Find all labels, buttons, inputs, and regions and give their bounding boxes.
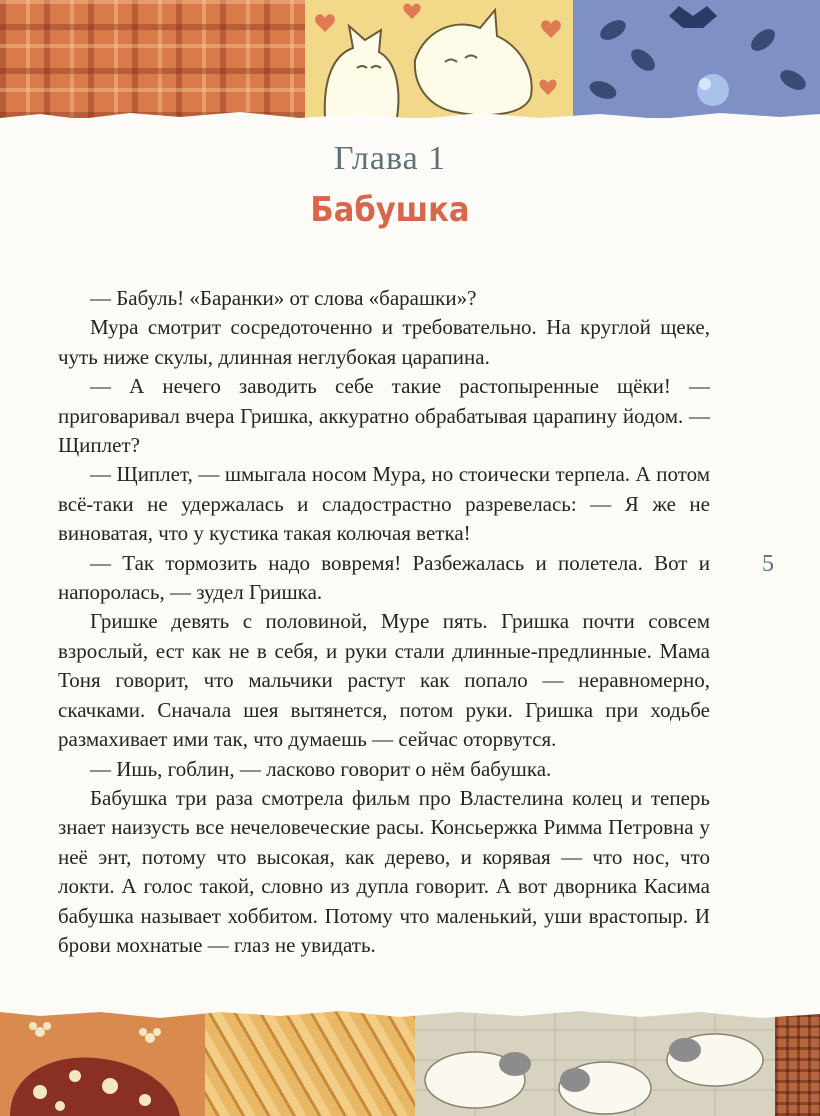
torn-paper-edge-bottom: [0, 1002, 820, 1026]
chapter-number: Глава 1: [333, 140, 447, 177]
floral-patch: [573, 0, 820, 118]
paragraph: — Бабуль! «Баранки» от слова «барашки»?: [90, 286, 477, 310]
chapter-title: Бабушка: [310, 190, 470, 230]
paragraph: Гришке девять с половиной, Муре пять. Гришка почти совсем взрослый, ест как не в себя, и руки стали длинные-предлинные. Мама Тоня говорит, что мальчики растут как попало — неравномерно, скачками. Сначала шея вытянется, потом руки. Гришка при ходьбе размахивает ими так, что думаешь — сейчас оторвутся.: [58, 609, 710, 752]
paragraph: — Щиплет, — шмыгала носом Мура, но стоически терпела. А потом всё-таки не удержалась и сладострастно разревелась: — Я же не виноватая, что у кустика такая колючая ветка!: [58, 462, 710, 546]
cats-illustration: [305, 0, 573, 118]
torn-paper-edge-top: [0, 104, 820, 126]
paragraph: — А нечего заводить себе такие растопыренные щёки! — приговаривал вчера Гришка, аккуратно обрабатывая царапину йодом. — Щиплет?: [58, 374, 710, 458]
paragraph: — Так тормозить надо вовремя! Разбежалась и полетела. Вот и напоролась, — зудел Гришка.: [58, 550, 710, 605]
paragraph: Мура смотрит сосредоточенно и требовательно. На круглой щеке, чуть ниже скулы, длинная неглубокая царапина.: [58, 315, 710, 369]
chapter-text: [58, 284, 710, 960]
paragraph: Бабушка три раза смотрела фильм про Властелина колец и теперь знает наизусть все нечеловеческие расы. Консьержка Римма Петровна у неё энт, потому что высокая, как дерево, и корявая — что нос, что локти. А голос такой, словно из дупла говорит. А вот дворника Касима бабушка называет хоббитом. Потому что маленький, уши врастопыр. И брови мохнатые — глаз не увидать.: [58, 785, 710, 957]
plaid-patch: [0, 0, 305, 118]
cats-patch: [305, 0, 573, 118]
page-number: 5: [762, 551, 774, 577]
floral-illustration: [573, 0, 820, 118]
paragraph: — Ишь, гоблин, — ласково говорит о нём бабушка.: [90, 756, 552, 781]
top-quilt-border: [0, 0, 820, 118]
